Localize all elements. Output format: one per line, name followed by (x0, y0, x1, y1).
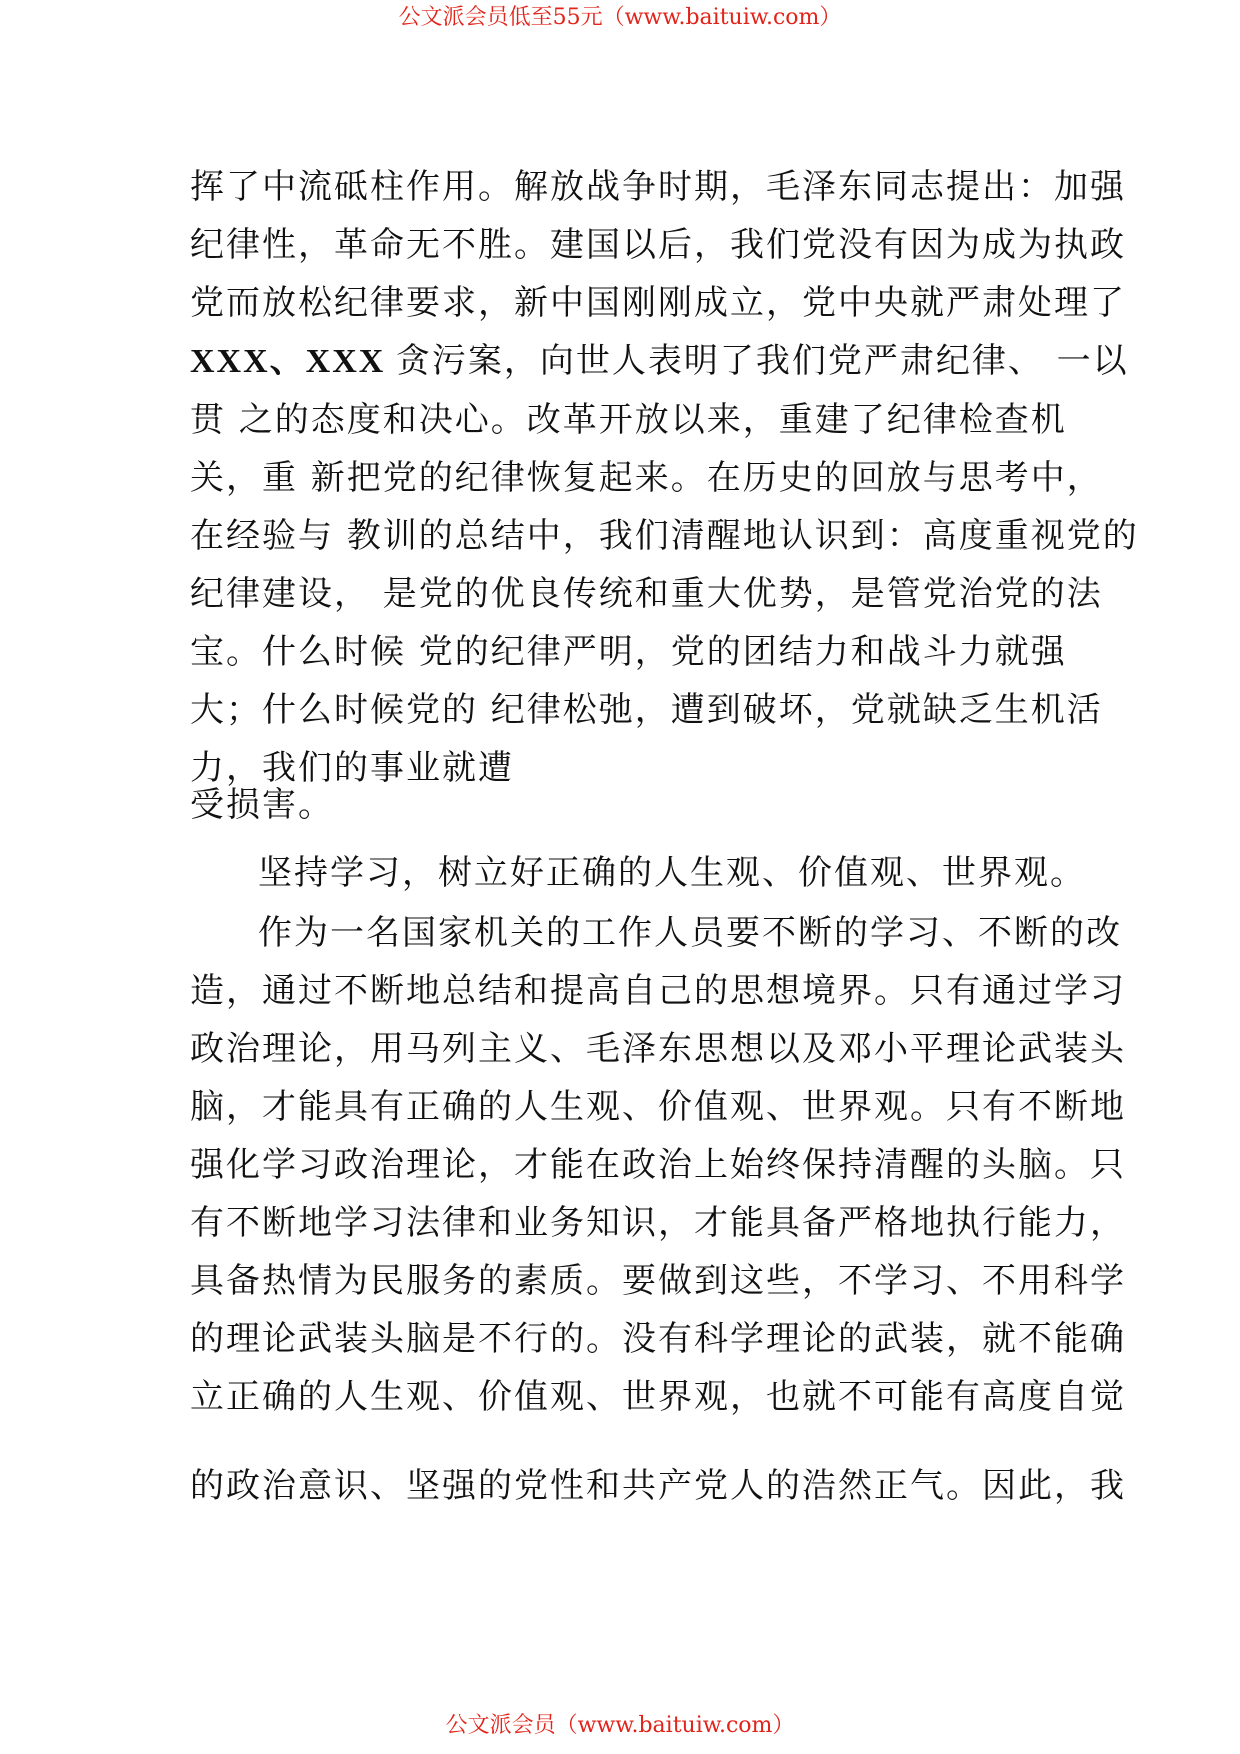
text-line: 政治理论，用马列主义、毛泽东思想以及邓小平理论武装头 (190, 1029, 1126, 1069)
text-line-last: 的政治意识、坚强的党性和共产党人的浩然正气。因此，我 (190, 1466, 1126, 1506)
text-line: 立正确的人生观、价值观、世界观，也就不可能有高度自觉 (190, 1377, 1126, 1417)
text-line: 受损害。 (190, 785, 334, 825)
text-line: 纪律建设， 是党的优良传统和重大优势，是管党治党的法 (190, 574, 1103, 614)
text-line: 宝。什么时候 党的纪律严明，党的团结力和战斗力就强 (190, 632, 1067, 672)
text-line: 力，我们的事业就遭 (190, 748, 514, 788)
page-footer-promo: 公文派会员（www.baituiw.com） (445, 1713, 795, 1738)
text-line: 具备热情为民服务的素质。要做到这些，不学习、不用科学 (190, 1261, 1126, 1301)
page-header-promo: 公文派会员低至55元（www.baituiw.com） (398, 5, 842, 30)
text-line: 有不断地学习法律和业务知识，才能具备严格地执行能力， (190, 1203, 1126, 1243)
text-line: 纪律性，革命无不胜。建国以后，我们党没有因为成为执政 (190, 225, 1126, 265)
section-heading-study (190, 844, 1086, 902)
text-line: 坚持学习，树立好正确的人生观、价值观、世界观。 (258, 853, 1086, 893)
text-line: 关，重 新把党的纪律恢复起来。在历史的回放与思考中， (190, 458, 1103, 498)
text-line: 脑，才能具有正确的人生观、价值观、世界观。只有不断地 (190, 1087, 1126, 1127)
bold-placeholder-names: XXX、XXX (190, 343, 396, 380)
text-line: 强化学习政治理论，才能在政治上始终保持清醒的头脑。只 (190, 1145, 1126, 1185)
paragraph-discipline-history (190, 158, 1139, 797)
text-line: 挥了中流砥柱作用。解放战争时期，毛泽东同志提出：加强 (190, 167, 1126, 207)
paragraph-study (190, 904, 1126, 1426)
paragraph-damage (190, 776, 1062, 834)
text-line: 造，通过不断地总结和提高自己的思想境界。只有通过学习 (190, 971, 1126, 1011)
text-line (190, 332, 1129, 391)
text-line: 大；什么时候党的 纪律松弛，遭到破坏，党就缺乏生机活 (190, 690, 1103, 730)
text-line: 在经验与 教训的总结中，我们清醒地认识到：高度重视党的 (190, 516, 1139, 556)
text-line: 贯 之的态度和决心。改革开放以来，重建了纪律检查机 (190, 400, 1067, 440)
text-line: 党而放松纪律要求，新中国刚刚成立，党中央就严肃处理了 (190, 283, 1126, 323)
text-line: 作为一名国家机关的工作人员要不断的学习、不断的改 (258, 913, 1122, 953)
text-line-rest: 贪污案，向世人表明了我们党严肃纪律、 一以 (395, 341, 1129, 381)
text-line: 的理论武装头脑是不行的。没有科学理论的武装，就不能确 (190, 1319, 1126, 1359)
